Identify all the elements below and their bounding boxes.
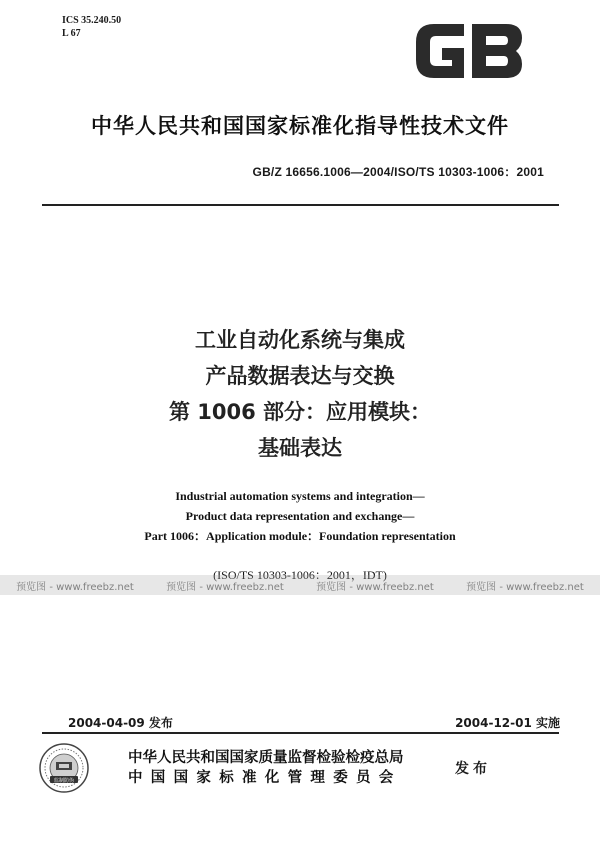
- divider-bottom: [42, 732, 559, 734]
- watermark-text: 预览图 - www.freebz.net: [166, 581, 284, 593]
- ics-code: ICS 35.240.50: [62, 15, 122, 26]
- watermark-text: 预览图 - www.freebz.net: [466, 581, 584, 593]
- seal-label: 监制防伪: [53, 777, 75, 784]
- watermark-text: 预览图 - www.freebz.net: [16, 581, 134, 593]
- anti-counterfeit-seal-icon: [38, 742, 90, 794]
- english-title-line-3: Part 1006：Application module：Foundation representation: [144, 529, 456, 543]
- watermark-text: 预览图 - www.freebz.net: [316, 581, 434, 593]
- issuing-authorities: [128, 748, 404, 788]
- ccs-code: L 67: [62, 28, 81, 39]
- issuer-sac: 中国国家标准化管理委员会: [128, 770, 402, 786]
- english-title-line-2: Product data representation and exchange—: [185, 509, 415, 523]
- implementation-date: 2004-12-01 实施: [455, 716, 560, 730]
- issue-date: 2004-04-09 发布: [68, 716, 173, 730]
- chinese-title-line-4: 基础表达: [258, 436, 342, 460]
- organization-title: 中华人民共和国国家标准化指导性技术文件: [91, 114, 509, 138]
- chinese-title-line-2: 产品数据表达与交换: [205, 364, 395, 388]
- classification-codes: [62, 14, 121, 40]
- chinese-title-line-1: 工业自动化系统与集成: [195, 328, 405, 352]
- english-title-line-1: Industrial automation systems and integration—: [175, 489, 425, 503]
- english-title: [0, 486, 600, 546]
- watermark-band: [0, 575, 600, 595]
- gb-logo: [410, 18, 528, 84]
- standard-number: GB/Z 16656.1006—2004/ISO/TS 10303-1006：2001: [252, 165, 544, 179]
- chinese-title: [0, 322, 600, 466]
- chinese-title-line-3: 第 1006 部分：应用模块：: [168, 400, 432, 424]
- publish-label: 发布: [455, 761, 491, 777]
- divider-top: [42, 204, 559, 206]
- iso-reference: (ISO/TS 10303-1006：2001，IDT): [213, 568, 387, 582]
- issuer-aqsiq: 中华人民共和国国家质量监督检验检疫总局: [128, 750, 404, 766]
